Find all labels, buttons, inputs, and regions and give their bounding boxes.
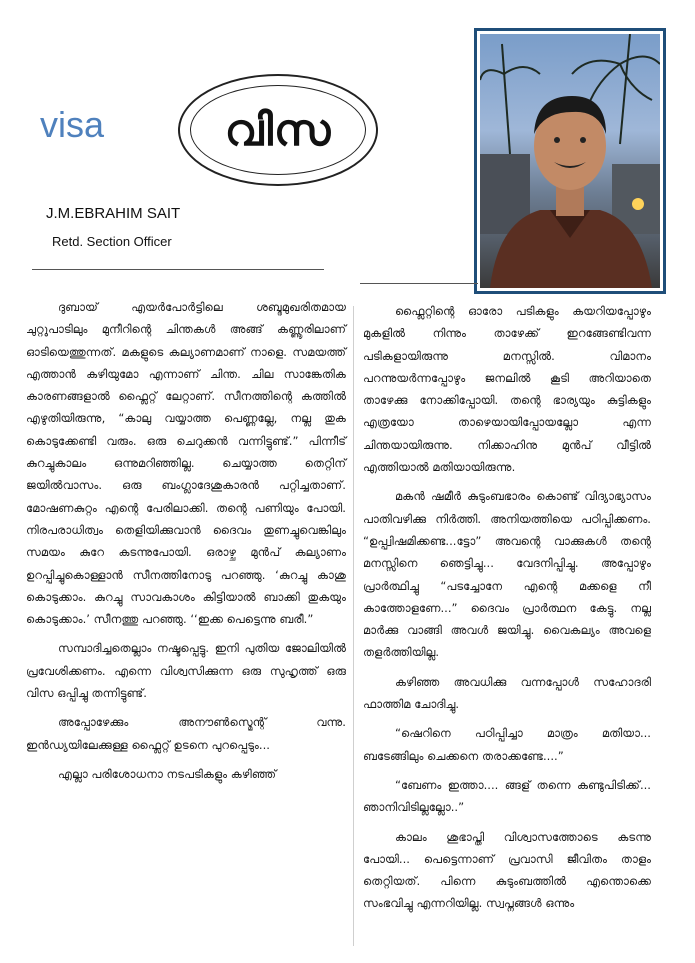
eye-shape (580, 137, 586, 143)
title-oval-inner (190, 85, 366, 175)
paragraph: മകൻ ഷമീർ കുടുംബഭാരം കൊണ്ട് വിദ്യാഭ്യാസം പാതിവഴിക്കു നിർത്തി. അനിയത്തിയെ പഠിപ്പിക്കണം. “ഉപ്പ്വിഷമിക്കണ്ട...ട്ടോ” അവന്റെ വാക്കുകൾ തന്റെ മനസ്സിനെ ഞെട്ടിച്ചു... വേദനിപ്പിച്ചു. അപ്പോഴും പ്രാർത്ഥിച്ചു “പടച്ചോനേ എന്റെ മക്കളെ നീ കാത്തോളണേ...” ദൈവം പ്രാർത്ഥന കേട്ടു. നല്ല മാർക്കു വാങ്ങി അവൾ ജയിച്ചു. വൈകല്യം അവളെ തളർത്തിയില്ല. (363, 489, 651, 660)
left-column (26, 296, 346, 792)
column-divider (353, 306, 354, 946)
title-oval (178, 74, 378, 186)
paragraph: അപ്പോഴേക്കും അനൗൺസ്മെന്റ് വന്നു. ഇൻഡ്യയിലേക്കുള്ള ഫ്ലൈറ്റ് ഉടനെ പുറപ്പെടും... (26, 715, 346, 752)
paragraph: ഫ്ലൈറ്റിന്റെ ഓരോ പടികളും കയറിയപ്പോഴും മുകളിൽ നിന്നും താഴേക്ക് ഇറങ്ങേണ്ടിവന്ന പടികളായിരുന്നു മനസ്സിൽ. വിമാനം പറന്നുയർന്നപ്പോഴും ജനലിൽ കൂടി അറിയാതെ താഴേക്കു നോക്കിപ്പോയി. തന്റെ ഭാര്യയും കുട്ടികളും എത്രയോ താഴെയായിപ്പോയല്ലോ എന്ന ചിന്തയായിരുന്നു. നിക്കാഹിനു മുൻപ് വീട്ടിൽ എത്തിയാൽ മതിയായിരുന്നു. (363, 304, 651, 475)
english-title: visa (40, 104, 105, 145)
left-divider-line (32, 269, 324, 270)
paragraph: കാലം ശുഭാപ്തി വിശ്വാസത്തോടെ കടന്നു പോയി... പെട്ടെന്നാണ് പ്രവാസി ജീവിതം താളം തെറ്റിയത്. പിന്നെ കുടുംബത്തിൽ എന്തൊക്കെ സംഭവിച്ചു എന്നറിയില്ല. സ്വപ്നങ്ങൾ ഒന്നും (363, 829, 651, 911)
paragraph: സമ്പാദിച്ചതെല്ലാം നഷ്ടപ്പെട്ടു. ഇനി പുതിയ ജോലിയിൽ പ്രവേശിക്കണം. എന്നെ വിശ്വസിക്കുന്ന ഒരു സുഹൃത്ത് ഒരു വിസ ഒപ്പിച്ചു തന്നിട്ടുണ്ട്. (26, 641, 346, 701)
right-column (363, 300, 651, 922)
author-role: Retd. Section Officer (52, 234, 172, 249)
paragraph: “ബേണം ഇത്താ.... ങ്ങള് തന്നെ കണ്ടുപിടിക്ക്... ഞാനിവിടില്ലല്ലോ..” (363, 777, 651, 815)
eye-shape (554, 137, 560, 143)
portrait-photo-icon (480, 34, 660, 288)
street-light-icon (632, 198, 644, 210)
author-name: J.M.EBRAHIM SAIT (46, 205, 181, 222)
portrait-illustration (480, 34, 660, 288)
author-photo-frame (474, 28, 666, 294)
paragraph: ദുബായ് എയർപോർട്ടിലെ ശബ്ദമുഖരിതമായ ചുറ്റുപാടിലും മുനീറിന്റെ ചിന്തകൾ അങ്ങ് കണ്ണൂരിലാണ് ഓടിയെത്തുന്നത്. മകളുടെ കല്യാണമാണ് നാളെ. സമയത്ത് എത്താൻ കഴിയുമോ എന്നാണ് ചിന്ത. ചില സാങ്കേതിക കാരണങ്ങളാൽ ഫ്ലൈറ്റ് ലേറ്റാണ്. സീനത്തിന്റെ കത്തിൽ എഴുതിയിരുന്നു, “കാലു വയ്യാത്ത പെണ്ണല്ലേ, നല്ല തുക കൊടുക്കേണ്ടി വരും. ഒരു ചെറുക്കൻ വന്നിട്ടുണ്ട്.” പിന്നീട് കുറച്ചുകാലം ഒന്നുമറിഞ്ഞില്ല. ചെയ്യാത്ത തെറ്റിന് ജയിൽവാസം. ഒരു ബംഗ്ലാദേശുകാരൻ പറ്റിച്ചതാണ്. മോഷണകുറ്റം എന്റെ പേരിലാക്കി. തന്റെ പണിയും പോയി. നിരപരാധിത്വം തെളിയിക്കുവാൻ ദൈവം തുണച്ചുവെങ്കിലും സമയം കുറേ കടന്നുപോയി. ഒരാഴ്ച മുൻപ് കല്യാണം ഉറപ്പിച്ചുകൊള്ളാൻ സീനത്തിനോടു പറഞ്ഞു. ‘കുറച്ചു കാശു കൊടുക്കാം. കുറച്ചു സാവകാശം കിട്ടിയാൽ ബാക്കി തുകയും കൊടുക്കാം.’ സീനത്തു പറഞ്ഞു. ‘‘ഇക്ക പെട്ടെന്നു ബരീ.” (26, 300, 346, 627)
paragraph: “ഷെറിനെ പഠിപ്പിച്ചാ മാത്രം മതിയാ... ബടേങ്ങിലും ചെക്കനെ തരാക്കണ്ടേ....” (363, 726, 651, 763)
right-divider-line (360, 283, 478, 284)
malayalam-title: വിസ (224, 104, 332, 156)
paragraph: എല്ലാ പരിശോധനാ നടപടികളും കഴിഞ്ഞ് (58, 766, 277, 781)
paragraph: കഴിഞ്ഞ അവധിക്കു വന്നപ്പോൾ സഹോദരി ഫാത്തിമ ചോദിച്ചു. (363, 674, 651, 712)
